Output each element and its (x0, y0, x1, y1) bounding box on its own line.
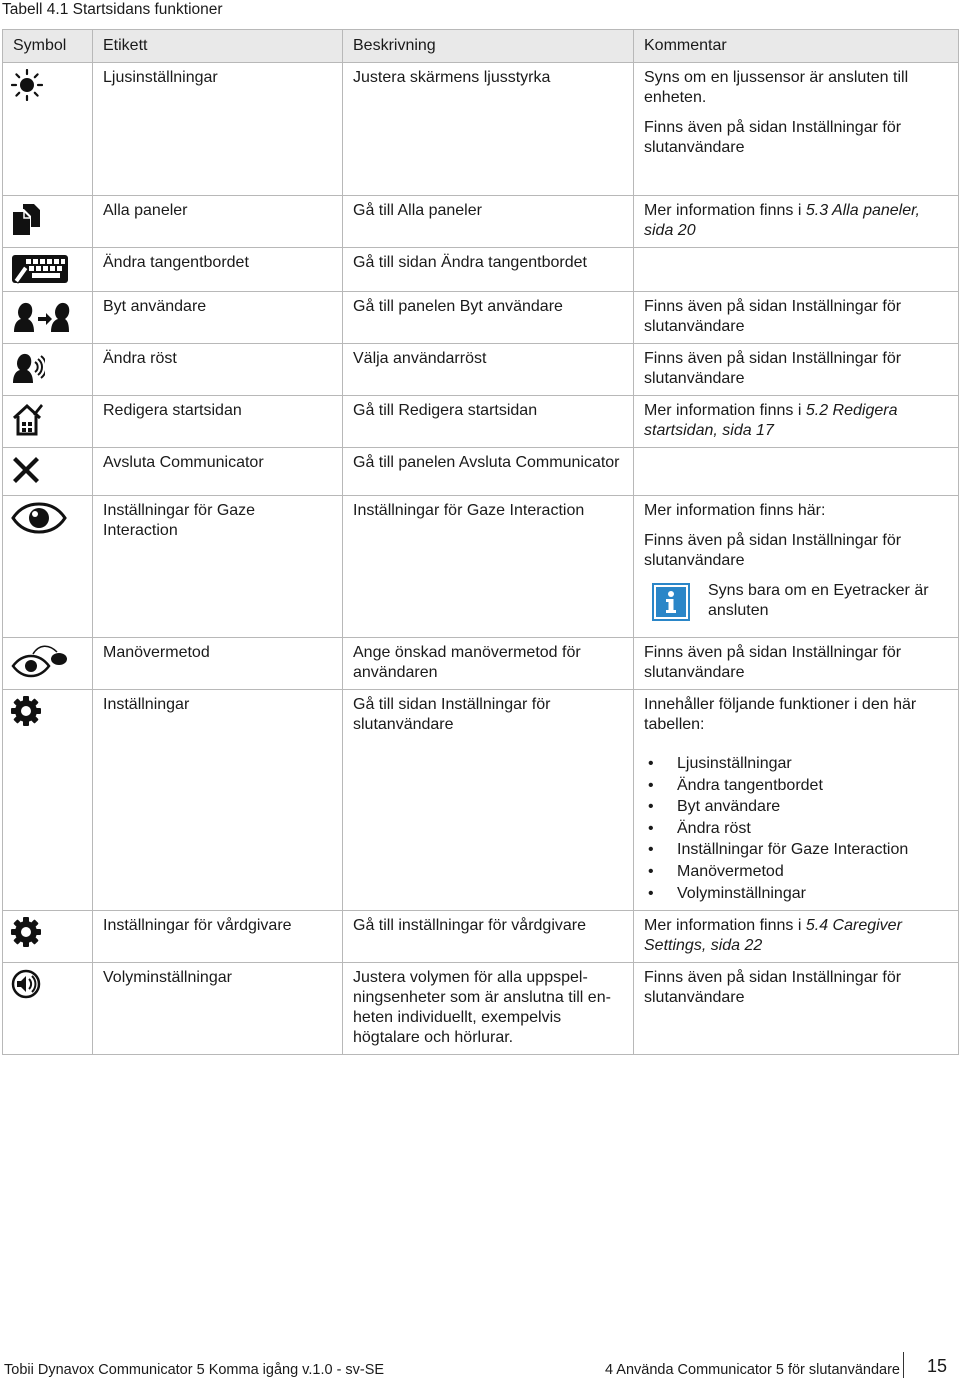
feature-list (644, 753, 950, 904)
table-row (3, 248, 959, 292)
switch-user-icon (11, 298, 92, 334)
footer-divider (903, 1352, 904, 1378)
row-label: Ändra tangentbordet (93, 248, 343, 292)
row-comment: Finns även på sidan Inställningar för slutanvändare (634, 344, 959, 396)
row-label: Redigera startsidan (93, 396, 343, 448)
row-comment: Mer information finns här: (644, 502, 826, 519)
row-description: Välja användarröst (343, 344, 634, 396)
row-comment (634, 448, 959, 496)
row-comment (634, 396, 959, 448)
functions-table (2, 29, 959, 1055)
page-number: 15 (927, 1356, 948, 1376)
row-label: Ändra röst (93, 344, 343, 396)
row-label: Avsluta Communicator (93, 448, 343, 496)
row-label: Manövermetod (93, 638, 343, 690)
comment-text: Mer information finns i (644, 917, 806, 935)
list-item: • Ändra röst (644, 818, 950, 840)
list-item: • Volyminställningar (644, 883, 950, 905)
footer-document-title: Tobii Dynavox Communicator 5 Komma igång v.1.0 - sv-SE (4, 1362, 385, 1378)
cross-reference-link[interactable]: 5.2 Redigera startsidan, sida 17 (644, 402, 898, 439)
voice-icon (11, 350, 92, 384)
keyboard-icon (11, 254, 92, 284)
row-description: Justera volymen för alla uppspel-ningsenheter som är anslutna till en-heten individuellt, exempelvis högtalare och hörlurar. (343, 963, 634, 1055)
row-description: Gå till Alla paneler (343, 196, 634, 248)
row-label: Inställningar för Gaze Interaction (93, 496, 343, 638)
row-comment-extra: Finns även på sidan Inställningar för slutanvändare (644, 532, 902, 569)
row-description: Justera skärmens ljusstyrka (343, 63, 634, 196)
table-row (3, 638, 959, 690)
table-row (3, 396, 959, 448)
caregiver-gear-icon (11, 917, 92, 947)
row-label: Byt användare (93, 292, 343, 344)
list-item: • Ljusinställningar (644, 753, 950, 775)
header-label: Etikett (93, 30, 343, 63)
list-item: • Manövermetod (644, 861, 950, 883)
info-note (652, 581, 950, 621)
header-description: Beskrivning (343, 30, 634, 63)
row-description: Gå till inställningar för vårdgivare (343, 911, 634, 963)
table-row (3, 63, 959, 196)
row-comment: Finns även på sidan Inställningar för slutanvändare (634, 638, 959, 690)
table-row (3, 496, 959, 638)
close-icon (11, 454, 92, 484)
table-row (3, 911, 959, 963)
list-item: • Byt användare (644, 796, 950, 818)
table-header-row (3, 30, 959, 63)
gear-icon (11, 696, 92, 726)
row-description: Gå till Redigera startsidan (343, 396, 634, 448)
list-item: • Ändra tangentbordet (644, 775, 950, 797)
row-comment (634, 196, 959, 248)
row-label: Ljusinställningar (93, 63, 343, 196)
table-row (3, 690, 959, 911)
row-comment: Finns även på sidan Inställningar för slutanvändare (634, 292, 959, 344)
row-label: Inställningar för vårdgivare (93, 911, 343, 963)
table-row (3, 196, 959, 248)
row-description: Gå till sidan Ändra tangentbordet (343, 248, 634, 292)
cross-reference-link[interactable]: 5.4 Caregiver Settings, sida 22 (644, 917, 902, 955)
cross-reference-link[interactable]: 5.3 Alla paneler, sida 20 (644, 202, 920, 239)
list-item: • Inställningar för Gaze Interaction (644, 839, 950, 861)
edit-home-icon (11, 402, 92, 436)
access-method-icon (11, 644, 92, 678)
row-comment-extra: Finns även på sidan Inställningar för slutanvändare (644, 119, 902, 156)
table-row (3, 292, 959, 344)
row-label: Alla paneler (93, 196, 343, 248)
row-description: Ange önskad manövermetod för användaren (343, 638, 634, 690)
info-icon (652, 583, 690, 621)
eye-icon (11, 502, 92, 534)
footer-chapter-title: 4 Använda Communicator 5 för slutanvändare (604, 1362, 900, 1378)
table-row (3, 344, 959, 396)
table-row (3, 448, 959, 496)
row-description: Gå till panelen Avsluta Communicator (343, 448, 634, 496)
row-comment (634, 248, 959, 292)
row-comment (634, 911, 959, 963)
brightness-icon (11, 69, 92, 101)
table-row (3, 963, 959, 1055)
row-comment: Syns om en ljussensor är ansluten till enheten. (644, 69, 909, 106)
row-description: Inställningar för Gaze Interaction (343, 496, 634, 638)
row-label: Volyminställningar (93, 963, 343, 1055)
pages-icon (11, 202, 92, 236)
header-symbol: Symbol (3, 30, 93, 63)
row-description: Gå till panelen Byt användare (343, 292, 634, 344)
info-text: Syns bara om en Eyetracker är ansluten (708, 582, 929, 619)
row-label: Inställningar (93, 690, 343, 911)
row-comment: Innehåller följande funktioner i den här tabellen: (644, 696, 917, 733)
row-comment: Finns även på sidan Inställningar för slutanvändare (634, 963, 959, 1055)
header-comment: Kommentar (634, 30, 959, 63)
row-description: Gå till sidan Inställningar för slutanvändare (343, 690, 634, 911)
volume-icon (11, 969, 92, 999)
table-caption: Tabell 4.1 Startsidans funktioner (2, 1, 223, 18)
comment-text: Mer information finns i (644, 402, 806, 419)
comment-text: Mer information finns i (644, 202, 806, 219)
